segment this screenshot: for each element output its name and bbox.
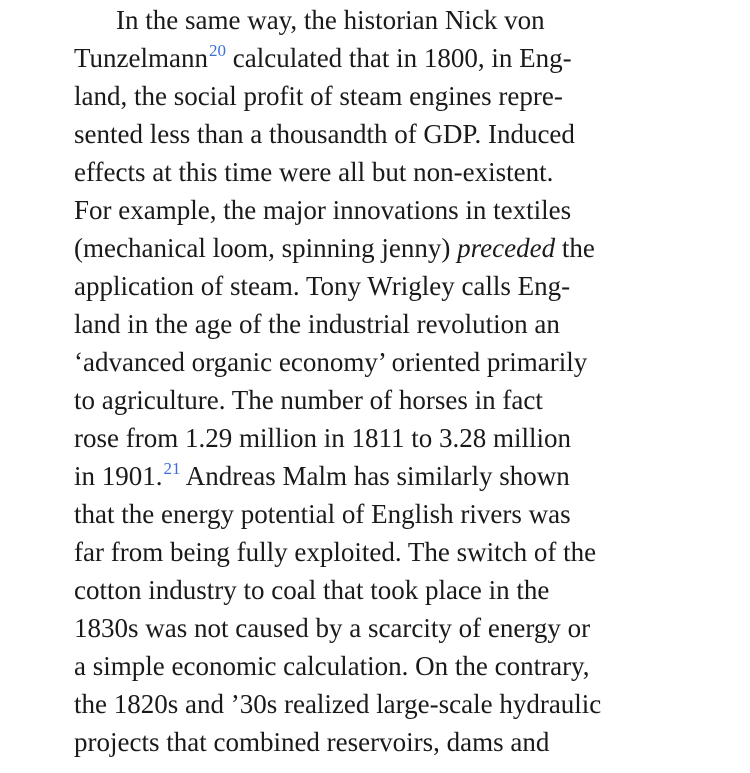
text-line: land in the age of the industrial revolution an (74, 309, 560, 339)
text-line: effects at this time were all but non-existent. (74, 157, 554, 187)
text-line (74, 39, 724, 77)
text-segment: Andreas Malm has similarly shown (180, 461, 570, 491)
text-line: 1830s was not caused by a scarcity of energy or (74, 613, 591, 643)
text-line: a simple economic calculation. On the contrary, (74, 651, 590, 681)
text-line: sented less than a thousandth of GDP. Induced (74, 119, 575, 149)
text-line: In the same way, the historian Nick von (116, 5, 545, 35)
text-line (74, 457, 724, 495)
text-line: application of steam. Tony Wrigley calls Eng- (74, 271, 571, 301)
text-line: For example, the major innovations in textiles (74, 195, 572, 225)
text-line: far from being fully exploited. The switch of the (74, 537, 597, 567)
text-line: to agriculture. The number of horses in fact (74, 385, 543, 415)
text-line: the 1820s and ’30s realized large-scale hydraulic (74, 689, 602, 719)
italic-emphasis: preceded (457, 233, 556, 263)
text-segment: in 1901. (74, 461, 163, 491)
footnote-reference-20[interactable]: 20 (209, 41, 226, 60)
text-line (74, 229, 724, 267)
text-segment: the (555, 233, 595, 263)
text-line: ‘advanced organic economy’ oriented primarily (74, 347, 588, 377)
book-page (74, 1, 724, 761)
text-segment: Tunzelmann (74, 43, 208, 73)
text-segment: calculated that in 1800, in Eng- (226, 43, 572, 73)
text-line: land, the social profit of steam engines repre- (74, 81, 563, 111)
text-line: rose from 1.29 million in 1811 to 3.28 million (74, 423, 571, 453)
text-line: that the energy potential of English rivers was (74, 499, 571, 529)
text-line: projects that combined reservoirs, dams and (74, 727, 550, 757)
text-line: cotton industry to coal that took place in the (74, 575, 550, 605)
footnote-reference-21[interactable]: 21 (163, 459, 181, 478)
text-segment: (mechanical loom, spinning jenny) (74, 233, 458, 263)
